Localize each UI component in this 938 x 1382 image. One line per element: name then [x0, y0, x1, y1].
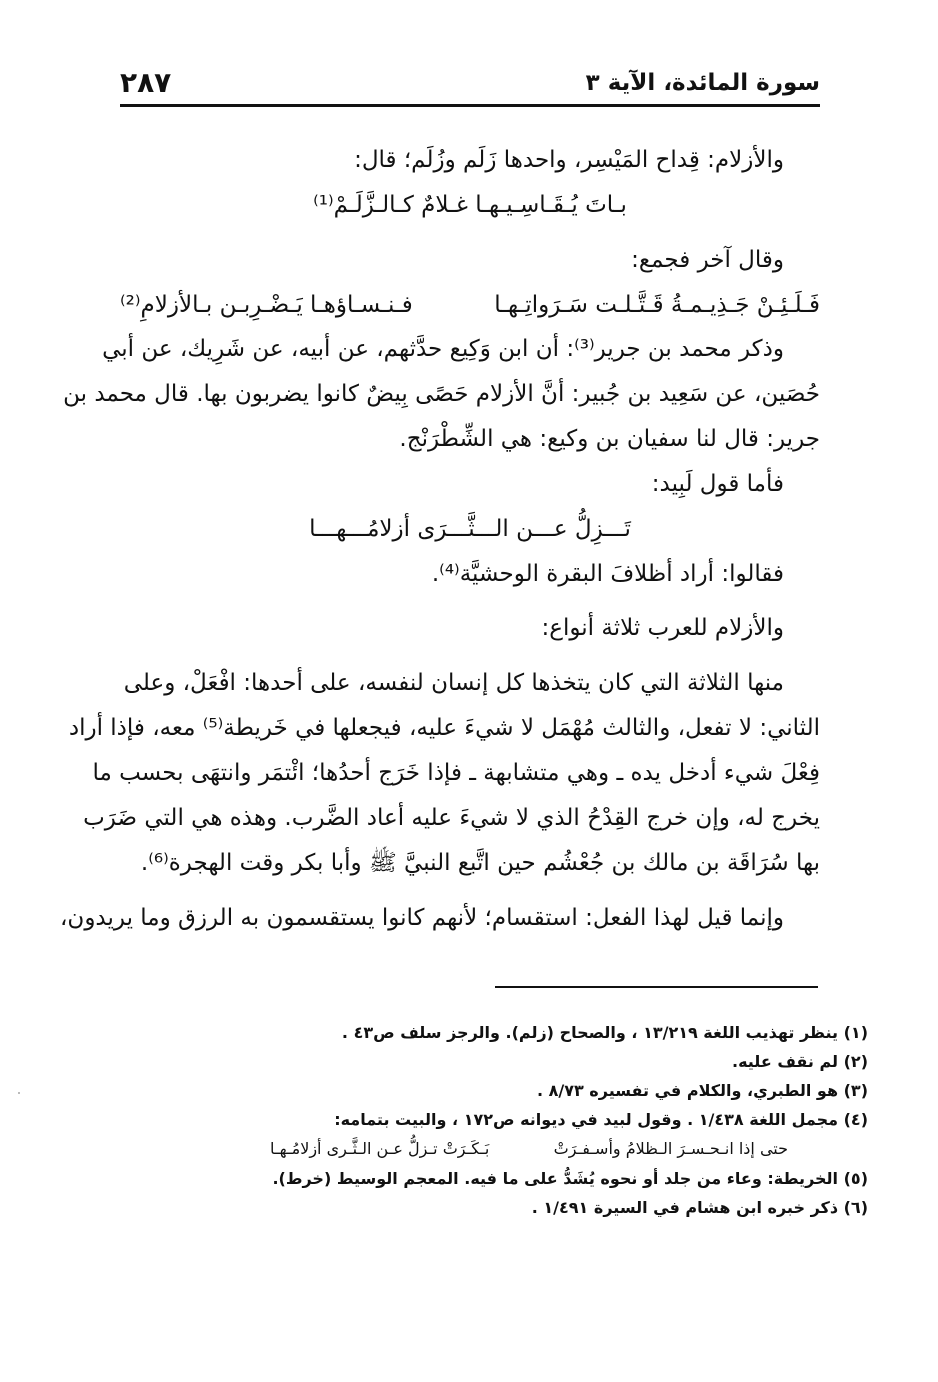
- text-line: وذكر محمد بن جرير⁽³⁾: أن ابن وَكِيع حدَّثهم، عن أبيه، عن شَرِيك، عن أبي: [102, 336, 784, 363]
- text-line: فقالوا: أراد أظلافَ البقرة الوحشيَّة⁽⁴⁾.: [431, 560, 784, 587]
- text-line: والأزلام للعرب ثلاثة أنواع:: [541, 615, 784, 642]
- footnote-verse-second: بَـكَـرَتْ تـزلُّ عـن الـثَّـرى أزلامُـهـا: [270, 1139, 490, 1159]
- text-line: والأزلام: قِداح المَيْسِر، واحدها زَلَم وزُلَم؛ قال:: [354, 147, 784, 173]
- verse-line: بـاتَ يُـقَـاسِـيـهـا غـلامٌ كـالـزَّلَـمْ⁽¹⁾: [313, 191, 627, 218]
- verse-hemistich-first: فَـلَـئِـنْ جَـذِيـمـةُ قَـتَّـلـت سَـرَواتِـهـا: [494, 291, 820, 318]
- verse-line: تَـــزِلُّ عـــن الـــثَّـــرَى أزلامُـــهـــا: [309, 515, 631, 542]
- main-text: [60, 138, 820, 940]
- verse-hemistich-second: فـنـسـاؤهـا يَـضْـرِبـن بـالأزلامِ⁽²⁾: [120, 291, 413, 318]
- footnote: (٦) ذكر خبره ابن هشام في السيرة ١/٤٩١ .: [531, 1197, 868, 1217]
- text-line: فأما قول لَبِيد:: [651, 470, 784, 497]
- text-line: وقال آخر فجمع:: [631, 246, 784, 273]
- text-line: بها سُرَاقَة بن مالك بن جُعْشُم حين اتَّبع النبيَّ ﷺ وأبا بكر وقت الهجرة⁽⁶⁾.: [140, 849, 820, 876]
- footnote-verse: [270, 1134, 868, 1163]
- footnote-verse-first: حتى إذا انـحـسـرَ الـظلامُ وأسـفـرَتْ: [553, 1139, 788, 1159]
- page-number: ٢٨٧: [120, 66, 172, 99]
- footnotes: [270, 1018, 868, 1222]
- footnote: (٥) الخريطة: وعاء من جلد أو نحوه يُشَدُّ على ما فيه. المعجم الوسيط (خرط).: [272, 1168, 868, 1188]
- footnote: (٢) لم نقف عليه.: [731, 1052, 868, 1072]
- text-line: حُصَين، عن سَعِيد بن جُبير: أنَّ الأزلام حَصًى بِيضٌ كانوا يضربون بها. قال محمد بن: [63, 381, 820, 408]
- text-line: الثاني: لا تفعل، والثالث مُهْمَل لا شيءَ عليه، فيجعلها في خَريطة⁽⁵⁾ معه، فإذا أراد: [68, 715, 820, 742]
- footnote-separator: [495, 986, 818, 988]
- running-title: سورة المائدة، الآية ٣: [585, 70, 820, 96]
- footnote: (١) ينظر تهذيب اللغة ١٣/٢١٩ ، والصحاح (زلم). والرجز سلف ص٤٣ .: [341, 1023, 868, 1042]
- scan-speck: [18, 1092, 20, 1094]
- verse-couplet: [120, 283, 820, 328]
- text-line: يخرج له، وإن خرج القِدْحُ الذي لا شيءَ عليه أعاد الضَّرب. وهذه هي التي ضَرَب: [83, 804, 820, 831]
- page-header: [120, 64, 820, 104]
- text-line: جرير: قال لنا سفيان بن وكيع: هي الشِّطْرَنْج.: [399, 426, 820, 453]
- header-rule: [120, 104, 820, 107]
- paragraph: [63, 327, 820, 462]
- text-line: فِعْلَ شيء أدخل يده ـ وهي متشابهة ـ فإذا خَرَج أحدُها؛ ائْتمَر وانتهَى بحسب ما: [92, 759, 820, 786]
- text-line: منها الثلاثة التي كان يتخذها كل إنسان لنفسه، على أحدها: افْعَلْ، وعلى: [123, 670, 784, 697]
- text-line: وإنما قيل لهذا الفعل: استقسام؛ لأنهم كانوا يستقسمون به الرزق وما يريدون،: [60, 904, 784, 931]
- footnote: (٤) مجمل اللغة ١/٤٣٨ . وقول لبيد في ديوانه ص١٧٢ ، والبيت بتمامه:: [334, 1110, 868, 1130]
- paragraph: [68, 661, 820, 885]
- footnote: (٣) هو الطبري، والكلام في تفسيره ٨/٧٣ .: [536, 1081, 868, 1101]
